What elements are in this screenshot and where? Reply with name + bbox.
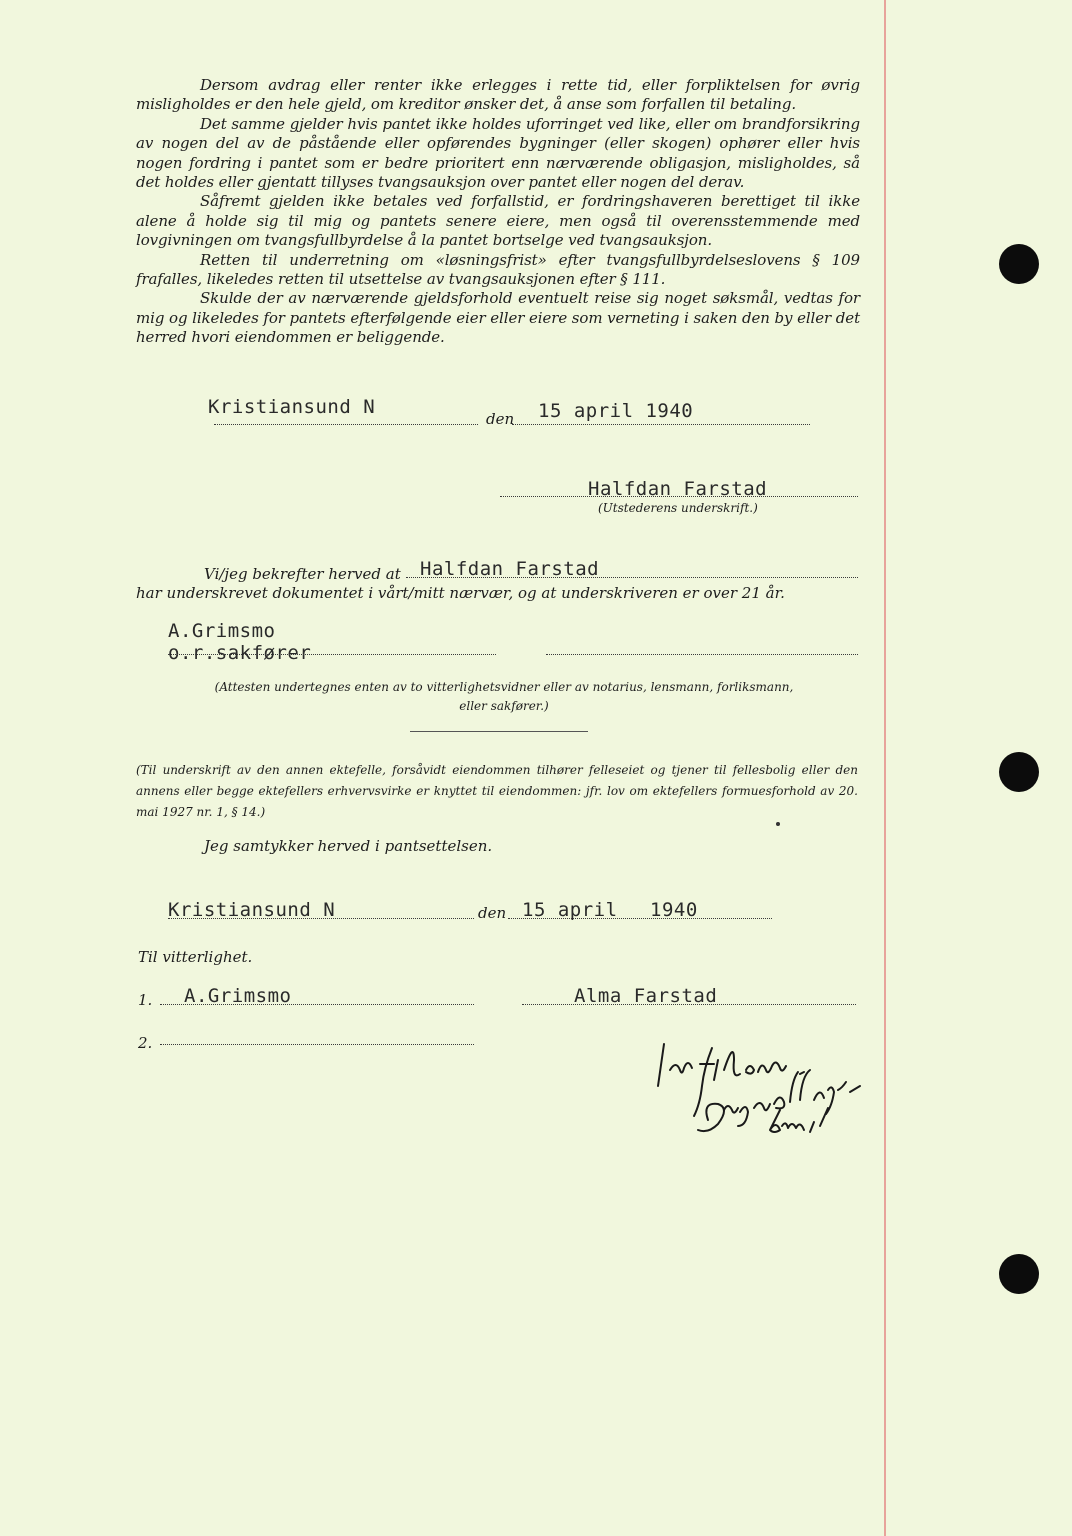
- attested-name: Halfdan Farstad: [420, 558, 600, 580]
- attestation-witness-name: A.Grimsmo: [168, 620, 276, 642]
- punch-hole: [999, 752, 1039, 792]
- dotted-line: [160, 1004, 474, 1005]
- issuer-caption: (Utstederens underskrift.): [598, 501, 758, 515]
- dotted-line: [512, 424, 810, 425]
- issue-place: Kristiansund N: [208, 396, 376, 418]
- attestation-prefix: Vi/jeg bekrefter herved at: [204, 565, 401, 583]
- spouse-date-year: 1940: [650, 899, 698, 921]
- signature-line: [522, 1004, 856, 1005]
- spouse-signer-name: Alma Farstad: [574, 985, 718, 1007]
- dotted-line: [546, 654, 858, 655]
- paragraph: Dersom avdrag eller renter ikke erlegges i rette tid, eller forpliktelsen for øvrig misligholdes er den hele gjeld, om kreditor ønsker det, å anse som forfallen til betaling.: [136, 76, 860, 114]
- handwritten-signature: [650, 1030, 880, 1155]
- dotted-line: [160, 1044, 474, 1045]
- witness-1-name: A.Grimsmo: [184, 985, 292, 1007]
- dotted-line: [508, 918, 772, 919]
- paragraph: Retten til underretning om «løsningsfrist» efter tvangsfullbyrdelseslovens § 109 frafalles, likeledes retten til utsettelse av tvangsauksjonen efter § 111.: [136, 250, 860, 289]
- spouse-den-label: den: [478, 904, 507, 922]
- issuer-name: Halfdan Farstad: [588, 478, 768, 500]
- spouse-note: (Til underskrift av den annen ektefelle, forsåvidt eiendommen tilhører felleseiet og tjener til fellesbolig eller den annens eller begge ektefellers erhvervsvirke er knyttet til eiendommen: jfr. lov om ektefellers formuesforhold av 20. mai 1927 nr. 1, § 14.): [136, 763, 858, 819]
- red-margin-line: [884, 0, 886, 1536]
- witness-1-number: 1.: [138, 991, 153, 1009]
- paragraph: Skulde der av nærværende gjeldsforhold eventuelt reise sig noget søksmål, vedtas for mig og likeledes for pantets efterfølgende eier eller eiere som verneting i saken den by eller det herred hvori eiendommen er beliggende.: [136, 289, 860, 347]
- divider: [410, 731, 588, 732]
- paragraph: Det samme gjelder hvis pantet ikke holdes uforringet ved like, eller om brandforsikring av nogen del av de påstående eller opførendes bygninger (eller skogen) ophører eller hvis nogen fordring i pantet som er bedre prioritert enn nærværende obligasjon, misligholdes, så det holdes eller gjentatt tillyses tvangsauksjon over pantet eller nogen del derav.: [136, 114, 860, 192]
- issue-date: 15 april 1940: [538, 400, 694, 422]
- punch-hole: [999, 1254, 1039, 1294]
- attestation-note: (Attesten undertegnes enten av to vitterlighetsvidner eller av notarius, lensmann, forliksmann, eller sakfører.): [214, 680, 794, 713]
- punch-hole: [999, 244, 1039, 284]
- dotted-line: [214, 424, 478, 425]
- dotted-line: [168, 918, 474, 919]
- attestation-line2: har underskrevet dokumentet i vårt/mitt nærvær, og at underskriveren er over 21 år.: [136, 584, 785, 602]
- consent-text: Jeg samtykker herved i pantsettelsen.: [204, 837, 493, 855]
- attestation-witness-title: o.r.sakfører: [168, 642, 312, 664]
- paragraph: Såfremt gjelden ikke betales ved forfallstid, er fordringshaveren berettiget til ikke alene å holde sig til mig og pantets senere eiere, men også til overensstemmende med lovgivningen om tvangsfullbyrdelse å la pantet bortselge ved tvangsauksjon.: [136, 192, 860, 250]
- spouse-date-day: 15 april: [522, 899, 618, 921]
- signature-line: [500, 496, 858, 497]
- dotted-line: [406, 577, 858, 578]
- den-label: den: [486, 410, 515, 428]
- terms-text: [136, 76, 860, 348]
- dotted-line: [168, 654, 496, 655]
- spouse-place: Kristiansund N: [168, 899, 336, 921]
- witness-heading: Til vitterlighet.: [138, 948, 253, 966]
- witness-2-number: 2.: [138, 1034, 153, 1052]
- ink-speck: [776, 822, 780, 826]
